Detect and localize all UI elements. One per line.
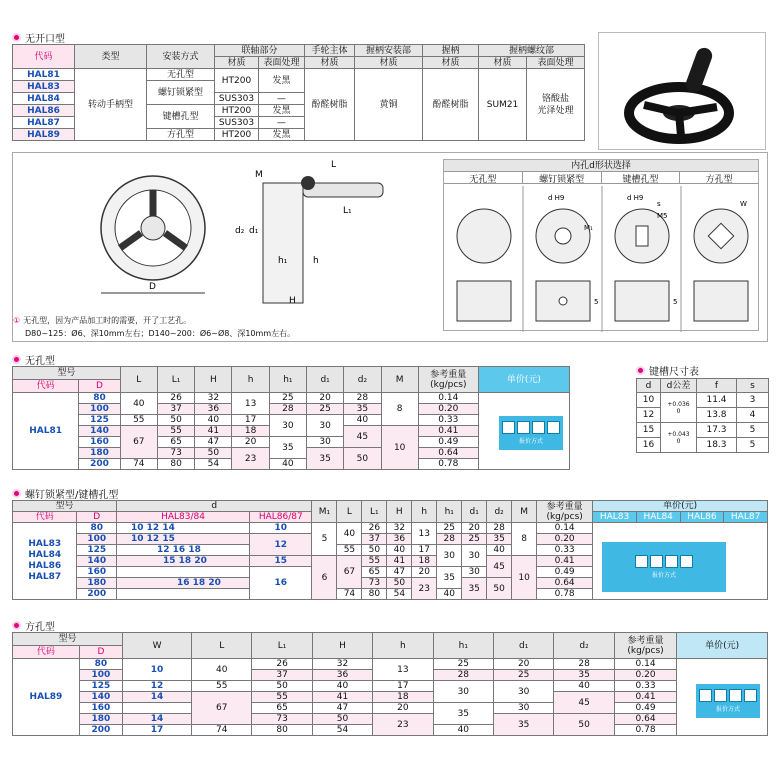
wheel-drawing bbox=[13, 153, 443, 341]
mail-icon bbox=[532, 421, 545, 434]
dim-L1-label: L₁ bbox=[343, 206, 352, 216]
hole-type-row bbox=[444, 172, 758, 184]
col-mount: 安装方式 bbox=[147, 45, 215, 69]
grip-mount-mat-cell: 黄铜 bbox=[355, 69, 423, 141]
col-screw: 握柄螺纹部 bbox=[479, 45, 585, 57]
hole-selection-panel bbox=[443, 159, 759, 331]
col-hub-surf: 表面处理 bbox=[259, 57, 305, 69]
mount-cell: 方孔型 bbox=[147, 129, 215, 141]
col-type: 类型 bbox=[75, 45, 147, 69]
dim-M-label: M bbox=[255, 170, 263, 180]
hub-surf-cell: 发黑 bbox=[259, 69, 305, 93]
col-screw-surf: 表面处理 bbox=[527, 57, 585, 69]
col-wheel: 手轮主体 bbox=[305, 45, 355, 57]
pc-icon bbox=[502, 421, 515, 434]
hole-M1-label: M₁ bbox=[584, 224, 593, 232]
hub-mat-cell: HT200 bbox=[215, 129, 259, 141]
hole-type-setscrew: 螺钉锁紧型 bbox=[523, 172, 602, 183]
phone-icon bbox=[517, 421, 530, 434]
tv-icon bbox=[744, 689, 757, 702]
quote-button-t3[interactable]: 报价方式 bbox=[696, 684, 760, 718]
handwheel-photo-icon bbox=[599, 33, 767, 151]
col-screw-mat: 材质 bbox=[479, 57, 527, 69]
code-cell: HAL89 bbox=[13, 659, 80, 736]
dim-d2-label: d₂ bbox=[235, 226, 245, 236]
phone-icon bbox=[714, 689, 727, 702]
mount-cell: 无孔型 bbox=[147, 69, 215, 81]
section-bullet-icon bbox=[12, 355, 21, 364]
spec-table-top bbox=[12, 44, 585, 141]
price-header: 单价(元) bbox=[593, 501, 768, 512]
col-hub: 联轴部分 bbox=[215, 45, 305, 57]
hole-dH9-label: d H9 bbox=[548, 194, 565, 202]
col-grip-mount: 握柄安装部 bbox=[355, 45, 423, 57]
pc-icon bbox=[699, 689, 712, 702]
hole-5b-label: 5 bbox=[673, 298, 678, 306]
hub-surf-cell: — bbox=[259, 117, 305, 129]
key-table: d d公差 f s 10 +0.036 0 11.4 3 12 13.8 4 15 +0.043 0 17.3 5 16 18.3 5 bbox=[636, 378, 769, 453]
col-wheel-mat: 材质 bbox=[305, 57, 355, 69]
code-cell: HAL87 bbox=[13, 117, 75, 129]
col-grip-mat: 材质 bbox=[423, 57, 479, 69]
hole-M5-label: M5 bbox=[657, 212, 668, 220]
code-cell: HAL84 bbox=[13, 93, 75, 105]
dim-table-none: 型号 L L₁ H h h₁ d₁ d₂ M 参考重量 (kg/pcs) 单价(元) 代码 D HAL81 80 40 26 32 13 25 20 28 8 0.14 100 37 36 28 25 35 0.20 125 55 50 40 17 30 30 40 0.33 140 67 55 41 18 45 10 0.41 160 65 47 20 35 30 0.49 180 73 50 23 35 50 0.64 200 74 80 54 40 0.78 bbox=[12, 366, 570, 470]
col-grip: 握柄 bbox=[423, 45, 479, 57]
hub-surf-cell: — bbox=[259, 93, 305, 105]
section-title-key: 键槽尺寸表 bbox=[636, 363, 699, 378]
tol-cell: +0.036 0 bbox=[661, 393, 697, 423]
product-photo bbox=[598, 32, 766, 150]
dim-h-label: h bbox=[313, 256, 319, 266]
section-bullet-icon bbox=[12, 621, 21, 630]
hub-surf-cell: 发黑 bbox=[259, 129, 305, 141]
hole-5a-label: 5 bbox=[594, 298, 599, 306]
mail-icon bbox=[729, 689, 742, 702]
hub-surf-cell: 发黑 bbox=[259, 105, 305, 117]
code-cell: HAL81 bbox=[13, 69, 75, 81]
note-2: D80~125：Ø6、深10mm左右；D140~200：Ø6~Ø8、深10mm左右。 bbox=[25, 329, 296, 338]
price-header: 单价(元) bbox=[677, 633, 768, 659]
section-title-top: 无开口型 bbox=[12, 30, 65, 45]
code-cell: HAL83 HAL84 HAL86 HAL87 bbox=[13, 523, 77, 600]
hole-drawings bbox=[444, 186, 760, 332]
dim-L-label: L bbox=[331, 160, 337, 170]
screw-mat-cell: SUM21 bbox=[479, 69, 527, 141]
hub-mat-cell: SUS303 bbox=[215, 93, 259, 105]
section-bullet-icon bbox=[12, 489, 21, 498]
tv-icon bbox=[680, 555, 693, 568]
hub-mat-cell: SUS303 bbox=[215, 117, 259, 129]
hole-type-none: 无孔型 bbox=[444, 172, 523, 183]
dim-table-square: 型号 W L L₁ H h h₁ d₁ d₂ 参考重量 (kg/pcs) 单价(元) 代码 D HAL89 80 10 40 26 32 13 25 20 28 0.14 100 37 36 28 25 35 0.20 125 12 55 50 40 17 30 30 40 0.33 140 14 67 55 41 18 45 0.41 160 65 47 20 35 30 0.49 180 14 73 50 23 35 50 0.64 200 17 74 80 54 40 0.78 bbox=[12, 632, 768, 736]
wheel-mat-cell: 酚醛树脂 bbox=[305, 69, 355, 141]
note-1: ① 无孔型，因为产品加工时的需要，开了工艺孔。 bbox=[13, 316, 192, 325]
code-cell: HAL83 bbox=[13, 81, 75, 93]
hole-W-label: W bbox=[740, 200, 747, 208]
hole-type-square: 方孔型 bbox=[705, 175, 733, 185]
hub-mat-cell: HT200 bbox=[215, 69, 259, 93]
pc-icon bbox=[635, 555, 648, 568]
dim-h1-label: h₁ bbox=[278, 256, 288, 266]
mount-cell: 螺钉锁紧型 bbox=[147, 81, 215, 105]
section-title-t1: 无孔型 bbox=[12, 352, 55, 367]
dim-table-setscrew-keyway: 型号 d M₁ L L₁ H h h₁ d₁ d₂ M 参考重量 (kg/pcs) 单价(元) 代码 D HAL83/84 HAL86/87 HAL83 HAL84 HAL86 HAL87 HAL83 HAL84 HAL86 HAL87 80 10 12 14 10 5 40 26 32 13 25 20 28 8 0.14 100 10 12 15 12 37 36 28 25 35 0.20 125 12 16 18 55 50 40 17 30 30 40 0.33 140 15 18 20 15 6 67 55 41 18 45 10 0.41 160 16 65 47 20 35 30 0.49 180 16 18 20 73 50 23 35 50 0.64 200 74 80 54 40 0.78 bbox=[12, 500, 768, 600]
hole-s-label: s bbox=[657, 200, 661, 208]
col-code: 代码 bbox=[13, 45, 75, 69]
dim-d1-label: d₁ bbox=[249, 226, 259, 236]
price-header: 单价(元) bbox=[478, 367, 569, 393]
screw-surf-cell: 铬酸盐 光泽处理 bbox=[527, 69, 585, 141]
mount-cell: 键槽孔型 bbox=[147, 105, 215, 129]
hole-type-keyway: 键槽孔型 bbox=[602, 172, 681, 183]
code-cell: HAL86 bbox=[13, 105, 75, 117]
tv-icon bbox=[547, 421, 560, 434]
phone-icon bbox=[650, 555, 663, 568]
hole-dH9b-label: d H9 bbox=[627, 194, 644, 202]
col-grip-mount-mat: 材质 bbox=[355, 57, 423, 69]
quote-button-t2[interactable]: 报价方式 bbox=[602, 542, 726, 592]
dim-H-label: H bbox=[289, 296, 296, 306]
note-icon: ① bbox=[13, 316, 21, 325]
section-title-t2: 螺钉锁紧型/键槽孔型 bbox=[12, 486, 118, 501]
tol-cell: +0.043 0 bbox=[661, 423, 697, 453]
hub-mat-cell: HT200 bbox=[215, 105, 259, 117]
mail-icon bbox=[665, 555, 678, 568]
section-title-t3: 方孔型 bbox=[12, 618, 55, 633]
drawing-frame bbox=[12, 152, 768, 342]
code-cell: HAL89 bbox=[13, 129, 75, 141]
dim-D-label: D bbox=[149, 282, 156, 292]
grip-mat-cell: 酚醛树脂 bbox=[423, 69, 479, 141]
section-bullet-icon bbox=[636, 366, 645, 375]
col-hub-mat: 材质 bbox=[215, 57, 259, 69]
quote-button-t1[interactable]: 报价方式 bbox=[499, 416, 563, 450]
code-cell: HAL81 bbox=[13, 393, 79, 470]
type-cell: 转动手柄型 bbox=[75, 69, 147, 141]
section-bullet-icon bbox=[12, 33, 21, 42]
hole-title: 内孔d形状选择 bbox=[444, 160, 758, 172]
